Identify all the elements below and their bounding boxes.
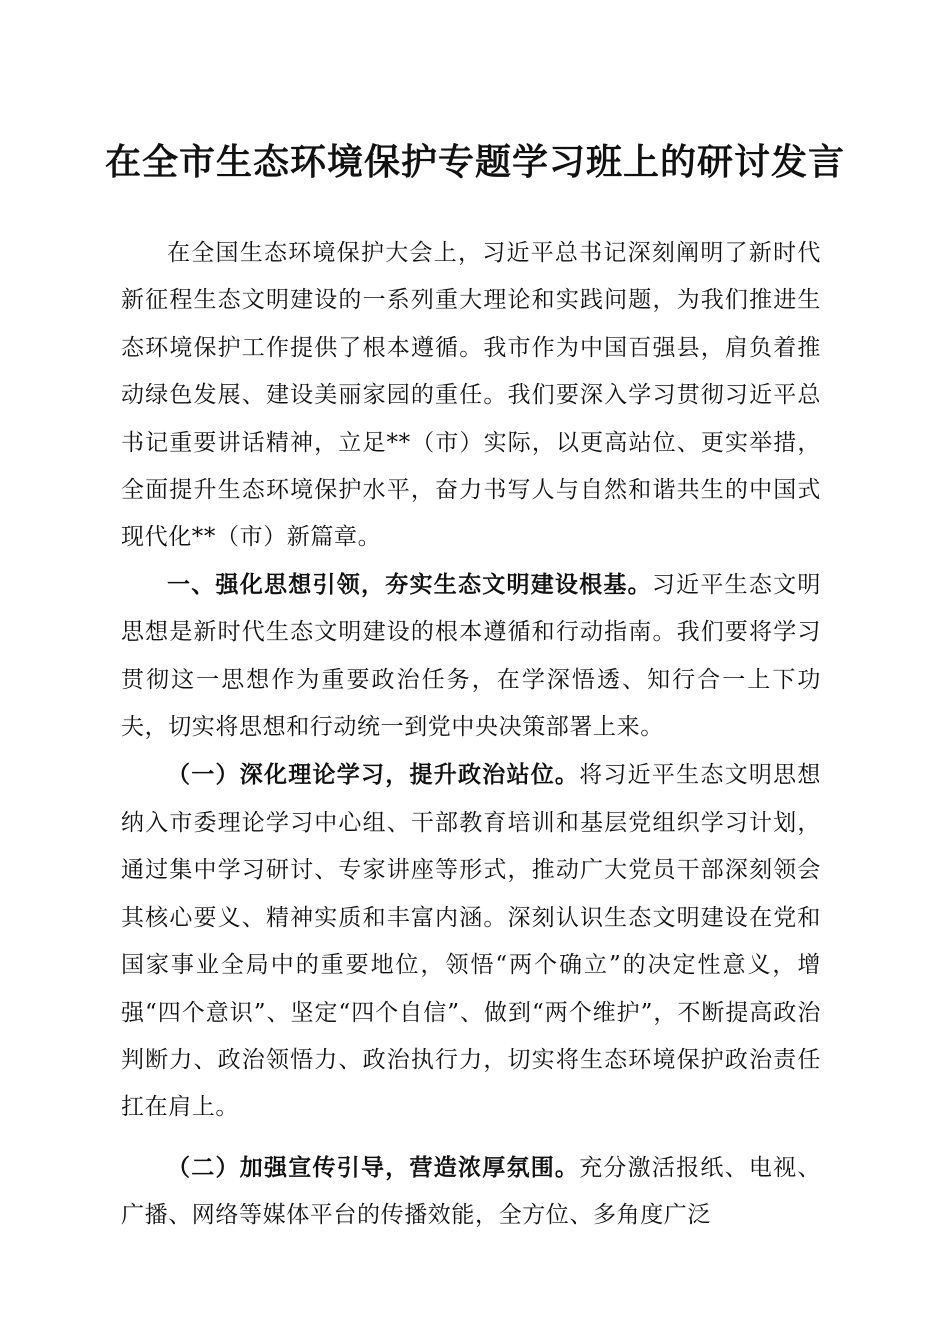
section-1-text: 习近平生态文明思想是新时代生态文明建设的根本遵循和行动指南。我们要将学习贯彻这一思想作为重要政治任务，在学深悟透、知行合一上下功夫，切实将思想和行动统一到党中央决策部署上来。 xyxy=(121,571,821,741)
section-1-paragraph xyxy=(121,562,821,752)
document-body xyxy=(121,230,821,1240)
subsection-2-text: 充分激活报纸、电视、广播、网络等媒体平台的传播效能，全方位、多角度广泛 xyxy=(121,1154,822,1229)
subsection-1-text: 将习近平生态文明思想纳入市委理论学习中心组、干部教育培训和基层党组织学习计划，通过集中学习研讨、专家讲座等形式，推动广大党员干部深刻领会其核心要义、精神实质和丰富内涵。深刻认识生态文明建设在党和国家事业全局中的重要地位，领悟“两个确立”的决定性意义，增强“四个意识”、坚定“四个自信”、做到“两个维护”，不断提高政治判断力、政治领悟力、政治执行力，切实将生态环境保护政治责任扛在肩上。 xyxy=(121,762,822,1121)
subsection-2-heading: （二）加强宣传引导，营造浓厚氛围。 xyxy=(167,1153,580,1181)
intro-paragraph: 在全国生态环境保护大会上，习近平总书记深刻阐明了新时代新征程生态文明建设的一系列重大理论和实践问题，为我们推进生态环境保护工作提供了根本遵循。我市作为中国百强县，肩负着推动绿色发展、建设美丽家园的重任。我们要深入学习贯彻习近平总书记重要讲话精神，立足**（市）实际，以更高站位、更实举措，全面提升生态环境保护水平，奋力书写人与自然和谐共生的中国式现代化**（市）新篇章。 xyxy=(121,240,821,551)
subsection-1-paragraph xyxy=(121,751,821,1131)
subsection-2-paragraph xyxy=(121,1144,821,1240)
subsection-1-heading: （一）深化理论学习，提升政治站位。 xyxy=(167,761,580,789)
document-title: 在全市生态环境保护专题学习班上的研讨发言 xyxy=(104,141,845,183)
section-1-heading: 一、强化思想引领，夯实生态文明建设根基。 xyxy=(167,571,652,598)
